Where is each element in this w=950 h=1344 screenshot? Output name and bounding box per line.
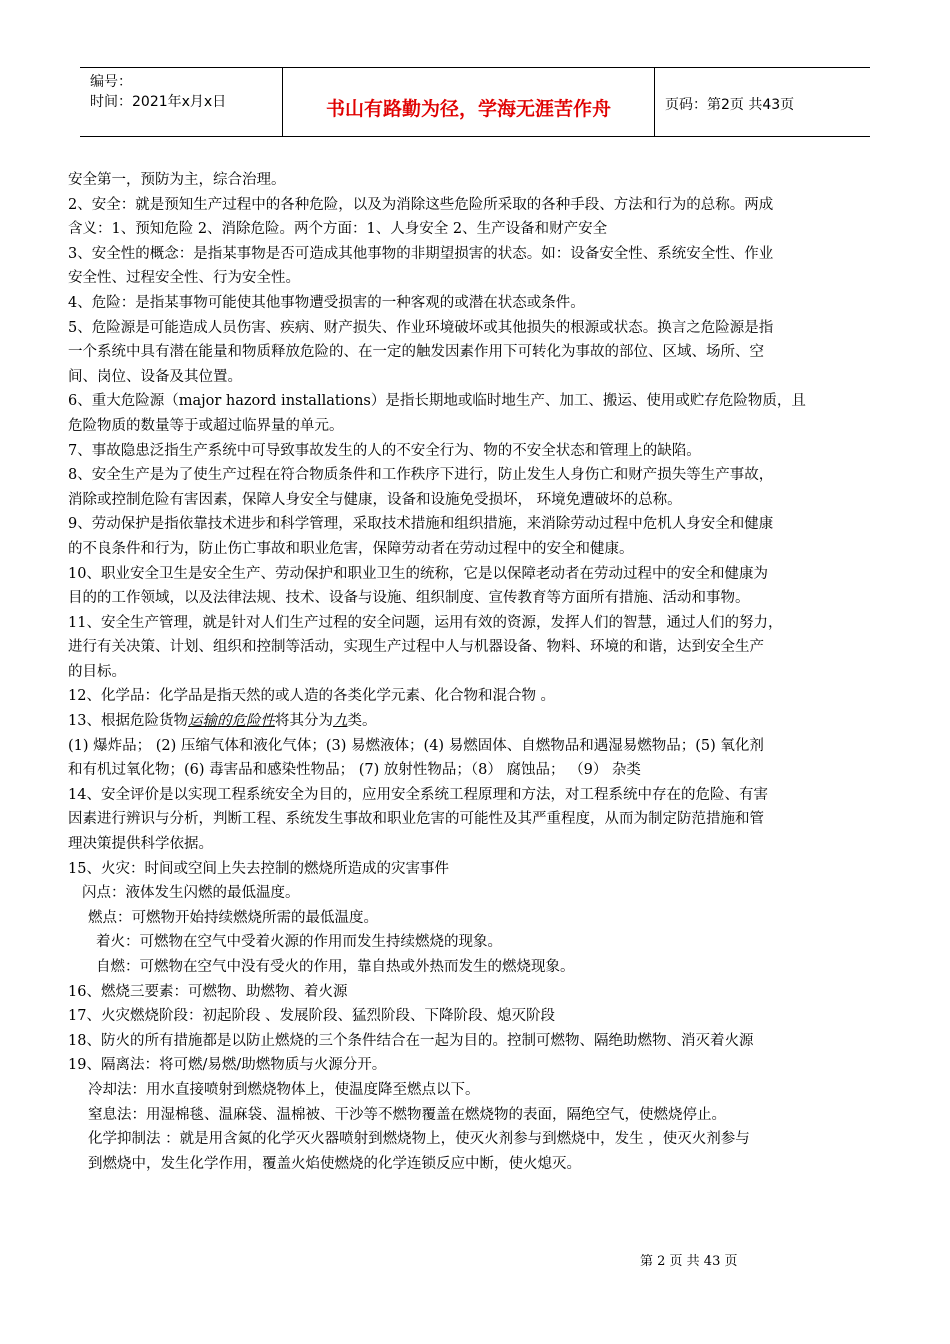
- text-line: 10、职业安全卫生是安全生产、劳动保护和职业卫生的统称，它是以保障老动者在劳动过程中的安全和健康为: [68, 565, 768, 582]
- text-line: 和有机过氧化物；(6) 毒害品和感染性物品； (7) 放射性物品；（8） 腐蚀品； （9） 杂类: [68, 762, 641, 779]
- text-line: 4、危险：是指某事物可能使其他事物遭受损害的一种客观的或潜在状态或条件。: [68, 294, 585, 311]
- text-line: 3、安全性的概念：是指某事物是否可造成其他事物的非期望损害的状态。如：设备安全性、系统安全性、作业: [68, 245, 774, 262]
- text-line-indented: 窒息法：用湿棉毯、温麻袋、温棉被、干沙等不燃物覆盖在燃烧物的表面，隔绝空气，使燃烧停止。: [88, 1106, 726, 1123]
- text-line-indented: 到燃烧中，发生化学作用，覆盖火焰使燃烧的化学连锁反应中断，使火熄灭。: [88, 1155, 581, 1172]
- text-line-indented: 燃点：可燃物开始持续燃烧所需的最低温度。: [88, 909, 378, 926]
- text-line: 2、安全：就是预知生产过程中的各种危险，以及为消除这些危险所采取的各种手段、方法和行为的总称。两成: [68, 196, 774, 213]
- text-line: 17、火灾燃烧阶段：初起阶段 、发展阶段、猛烈阶段、下降阶段、熄灭阶段: [68, 1008, 556, 1025]
- text-line: 的不良条件和行为，防止伤亡事故和职业危害，保障劳动者在劳动过程中的安全和健康。: [68, 540, 634, 557]
- header-time-label: 时间：2021年x月x日: [90, 94, 227, 110]
- text-line: 的目标。: [68, 663, 126, 680]
- page-footer: 第 2 页 共 43 页: [640, 1254, 738, 1269]
- text-line: 9、劳动保护是指依靠技术进步和科学管理，采取技术措施和组织措施，来消除劳动过程中危机人身安全和健康: [68, 516, 774, 533]
- text-line: 15、火灾：时间或空间上失去控制的燃烧所造成的灾害事件: [68, 860, 449, 877]
- text-line: 危险物质的数量等于或超过临界量的单元。: [68, 417, 344, 434]
- header-motto: 书山有路勤为径，学海无涯苦作舟: [283, 68, 655, 136]
- header-page-label: 页码：第2页 共43页: [665, 97, 795, 113]
- text-line: 5、危险源是可能造成人员伤害、疾病、财产损失、作业环境破坏或其他损失的根源或状态。换言之危险源是指: [68, 319, 774, 336]
- text-line: 18、防火的所有措施都是以防止燃烧的三个条件结合在一起为目的。控制可燃物、隔绝助燃物、消灭着火源: [68, 1032, 754, 1049]
- text-line-indented: 闪点：液体发生闪燃的最低温度。: [82, 885, 300, 902]
- text-line-indented: 化学抑制法 ：就是用含氮的化学灭火器喷射到燃烧物上，使灭火剂参与到燃烧中，发生 ，使灭火剂参与: [88, 1131, 750, 1148]
- text-line: 安全性、过程安全性、行为安全性。: [68, 270, 300, 287]
- line13-mid: 将其分为: [274, 713, 333, 730]
- text-line: (1) 爆炸品； (2) 压缩气体和液化气体；(3) 易燃液体；(4) 易燃固体、自燃物品和遇湿易燃物品；(5) 氧化剂: [68, 737, 764, 754]
- text-line: 12、化学品：化学品是指天然的或人造的各类化学元素、化合物和混合物 。: [68, 688, 556, 705]
- text-line: 7、事故隐患泛指生产系统中可导致事故发生的人的不安全行为、物的不安全状态和管理上的缺陷。: [68, 442, 701, 459]
- text-line-indented: 自燃：可燃物在空气中没有受火的作用，靠自热或外热而发生的燃烧现象。: [96, 959, 575, 975]
- line13-underlined-1: 运输的危险性: [187, 713, 275, 730]
- text-line: 间、岗位、设备及其位置。: [68, 368, 242, 385]
- text-line: 19、隔离法：将可燃/易燃/助燃物质与火源分开。: [68, 1057, 387, 1074]
- text-line: 安全第一，预防为主，综合治理。: [68, 172, 286, 188]
- text-line: 16、燃烧三要素：可燃物、助燃物、着火源: [68, 983, 348, 1000]
- line13-pre: 13、根据危险货物: [68, 713, 188, 730]
- text-line: 8、安全生产是为了使生产过程在符合物质条件和工作秩序下进行，防止发生人身伤亡和财产损失等生产事故，: [68, 467, 774, 484]
- text-line: 一个系统中具有潜在能量和物质释放危险的、在一定的触发因素作用下可转化为事故的部位、区域、场所、空: [68, 344, 764, 361]
- text-line-indented: 冷却法：用水直接喷射到燃烧物体上，使温度降至燃点以下。: [88, 1081, 480, 1098]
- text-line: 因素进行辨识与分析，判断工程、系统发生事故和职业危害的可能性及其严重程度，从而为制定防范措施和管: [68, 811, 764, 828]
- text-line: 目的的工作领域，以及法律法规、技术、设备与设施、组织制度、宣传教育等方面所有措施、活动和事物。: [68, 590, 750, 607]
- text-line: 6、重大危险源（major hazord installations）是指长期地或临时地生产、加工、搬运、使用或贮存危险物质，且: [68, 393, 806, 410]
- text-line-13: [68, 709, 888, 734]
- line13-underlined-2: 九: [332, 713, 348, 730]
- line13-post: 类。: [347, 713, 377, 730]
- document-body: [68, 168, 888, 1176]
- header-number-label: 编号：: [90, 74, 132, 90]
- text-line: 11、安全生产管理，就是针对人们生产过程的安全问题，运用有效的资源，发挥人们的智慧，通过人们的努力，: [68, 614, 783, 631]
- header-meta: [80, 68, 283, 136]
- text-line: 进行有关决策、计划、组织和控制等活动，实现生产过程中人与机器设备、物料、环境的和谐，达到安全生产: [68, 639, 764, 656]
- text-line: 理决策提供科学依据。: [68, 836, 213, 853]
- page-header: [80, 67, 870, 137]
- text-line: 消除或控制危险有害因素，保障人身安全与健康，设备和设施免受损坏， 环境免遭破坏的总称。: [68, 491, 682, 508]
- text-line: 含义：1、预知危险 2、消除危险。两个方面：1、人身安全 2、生产设备和财产安全: [68, 221, 608, 238]
- text-line-indented: 着火：可燃物在空气中受着火源的作用而发生持续燃烧的现象。: [96, 934, 502, 951]
- text-line: 14、安全评价是以实现工程系统安全为目的，应用安全系统工程原理和方法，对工程系统中存在的危险、有害: [68, 786, 768, 803]
